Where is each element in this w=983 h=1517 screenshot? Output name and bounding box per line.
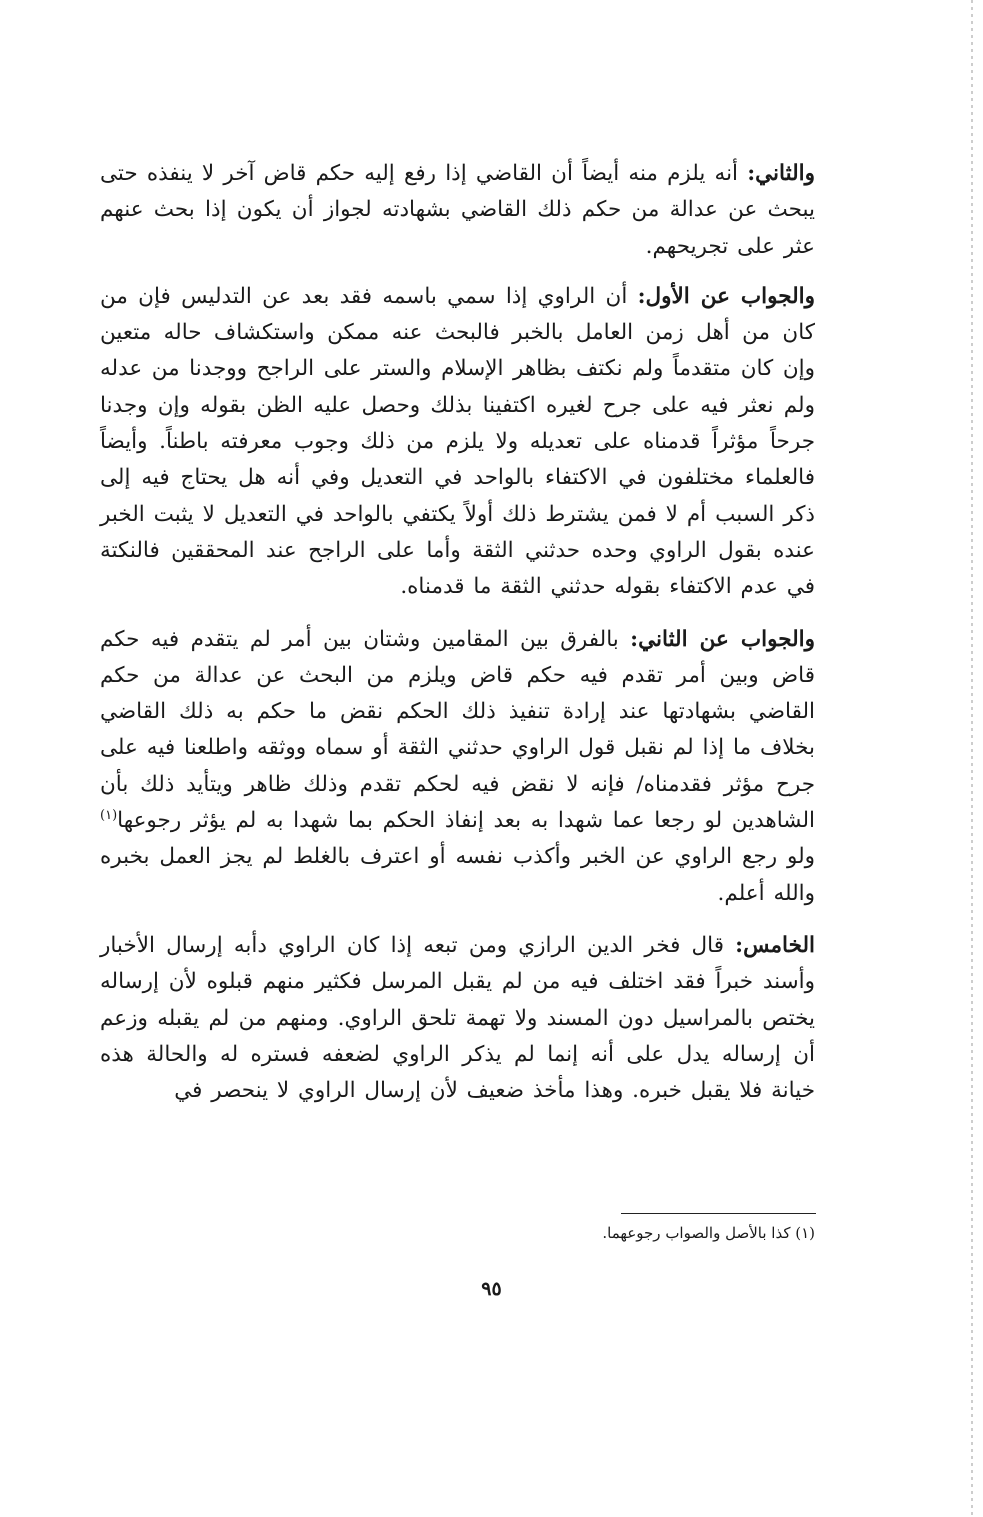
paragraph-heading: والجواب عن الأول: [637, 283, 815, 309]
page-number: ٩٥ [481, 1278, 502, 1300]
paragraph-answer-second [100, 622, 815, 912]
paragraph-text: قال فخر الدين الرازي ومن تبعه إذا كان الراوي دأبه إرسال الأخبار وأسند خبراً فقد اختلف فيه من لم يقبل المرسل فكثير منهم قبلوه لأن إرساله يختص بالمراسيل دون المسند ولا تهمة تلحق الراوي. ومنهم من لم يقبله وزعم أن إرساله يدل على أنه إنما لم يذكر الراوي لضعفه فستره له والحالة هذه خيانة فلا يقبل خبره. وهذا مأخذ ضعيف لأن إرسال الراوي لا ينحصر في [100, 932, 815, 1104]
paragraph-text-continued: ولو رجع الراوي عن الخبر وأكذب نفسه أو اعترف بالغلط لم يجز العمل بخبره والله أعلم. [100, 844, 815, 906]
page-body [100, 156, 815, 1125]
paragraph-second-objection [100, 156, 815, 265]
paragraph-heading: الخامس: [735, 932, 815, 958]
paragraph-heading: والثاني: [747, 161, 815, 186]
footnote-reference: (١) [100, 807, 118, 823]
footnote: (١) كذا بالأصل والصواب رجوعهما. [602, 1224, 815, 1242]
paragraph-answer-first [100, 279, 815, 606]
paragraph-text: بالفرق بين المقامين وشتان بين أمر لم يتقدم فيه حكم قاض وبين أمر تقدم فيه حكم قاض ويلزم من البحث عن عدالة من حكم القاضي بشهادتها عند إرادة تنفيذ ذلك الحكم نقض ما حكم به ذلك القاضي بخلاف ما إذا لم نقبل قول الراوي حدثني الثقة أو سماه ووثقه واطلعنا فيه على جرح مؤثر فقدمناه/ فإنه لا نقض فيه لحكم تقدم وذلك ظاهر ويتأيد ذلك بأن الشاهدين لو رجعا عما شهدا به بعد إنفاذ الحكم بما شهدا به لم يؤثر رجوعها [100, 626, 815, 834]
footnote-separator [621, 1213, 816, 1214]
paragraph-text: أنه يلزم منه أيضاً أن القاضي إذا رفع إليه حكم قاض آخر لا ينفذه حتى يبحث عن عدالة من حكم ذلك القاضي بشهادته لجواز أن يكون إذا بحث عنهم عثر على تجريحهم. [100, 161, 815, 259]
paragraph-heading: والجواب عن الثاني: [630, 626, 815, 652]
paragraph-fifth [100, 928, 815, 1109]
paragraph-text: أن الراوي إذا سمي باسمه فقد بعد عن التدليس فإن من كان من أهل زمن العامل بالخبر فالبحث عنه ممكن واستكشاف حاله متعين وإن كان متقدماً ولم نكتف بظاهر الإسلام والستر على الراجح ووجدنا من عدله ولم نعثر فيه على جرح لغيره اكتفينا بذلك وحصل عليه الظن بقوله وإن وجدنا جرحاً مؤثراً قدمناه على تعديله ولا يلزم من ذلك وجوب معرفته باطناً. وأيضاً فالعلماء مختلفون في الاكتفاء بالواحد في التعديل وفي أنه هل يحتاج فيه إلى ذكر السبب أم لا فمن يشترط ذلك أولاً يكتفي بالواحد في التعديل لا يثبت الخبر عنده بقول الراوي وحده حدثني الثقة وأما على الراجح عند المحققين فالنكتة في عدم الاكتفاء بقوله حدثني الثقة ما قدمناه. [100, 283, 815, 600]
